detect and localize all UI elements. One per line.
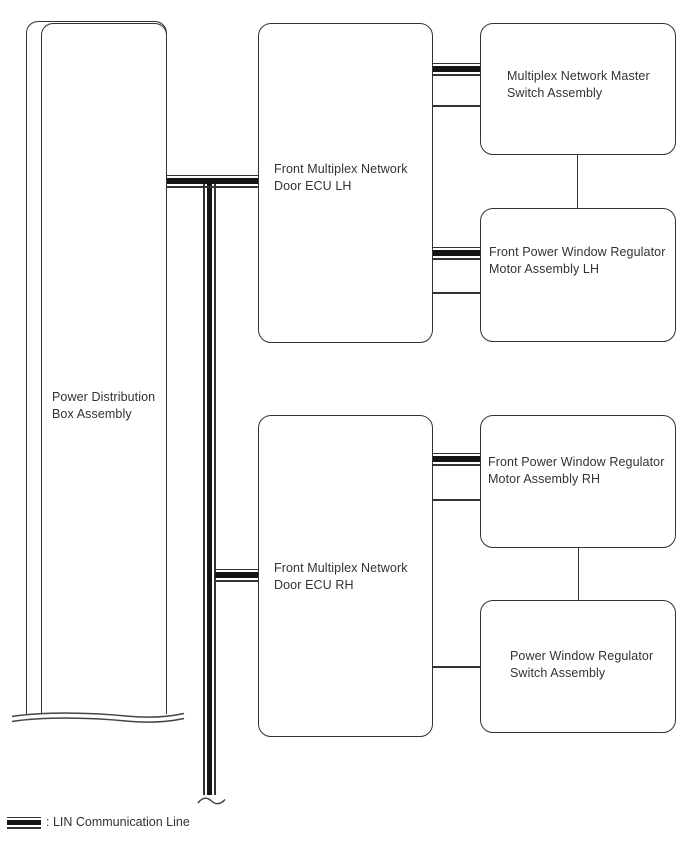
label-line: Front Power Window Regulator: [488, 455, 665, 469]
label-line: Front Multiplex Network: [274, 162, 408, 176]
node-power-distribution-box-assembly: [41, 23, 167, 714]
label-line: Power Window Regulator: [510, 649, 654, 663]
lin-line-ecu-rh-to-motor-rh: [433, 453, 480, 466]
power-box-break-squiggle-icon: [12, 718, 184, 722]
wire-ecu-lh-to-motor-lh: [433, 292, 480, 294]
wire-motor-rh-to-switch-assembly: [578, 548, 580, 600]
lin-line-ecu-lh-to-master-switch: [433, 63, 480, 76]
label-line: Switch Assembly: [510, 665, 606, 680]
legend-lin-line-symbol-icon: [7, 817, 41, 830]
label-line: Box Assembly: [52, 406, 132, 421]
wire-ecu-lh-to-master-switch: [433, 105, 480, 107]
lin-line-ecu-lh-to-motor-lh: [433, 247, 480, 260]
label-line: Motor Assembly LH: [489, 261, 600, 276]
label-power-window-regulator-switch-assembly: [510, 648, 653, 681]
label-front-power-window-regulator-motor-assembly-lh: [489, 244, 665, 277]
legend-label: : LIN Communication Line: [46, 814, 190, 829]
label-line: Front Power Window Regulator: [489, 245, 666, 259]
lin-trunk-vertical-line: [203, 178, 216, 795]
label-line: Motor Assembly RH: [488, 471, 601, 486]
label-line: Multiplex Network Master: [507, 69, 650, 83]
lin-line-trunk-to-ecu-rh: [215, 569, 259, 582]
wire-master-switch-to-motor-lh: [577, 155, 579, 208]
lin-line-powerbox-to-ecu-lh: [167, 175, 258, 188]
label-line: Door ECU RH: [274, 577, 354, 592]
label-line: Door ECU LH: [274, 178, 352, 193]
label-line: Front Multiplex Network: [274, 561, 408, 575]
trunk-continuation-squiggle-icon: [198, 798, 225, 803]
label-multiplex-network-master-switch-assembly: [507, 68, 650, 101]
label-front-multiplex-network-door-ecu-rh: [274, 560, 408, 593]
label-front-power-window-regulator-motor-assembly-rh: [488, 454, 664, 487]
label-front-multiplex-network-door-ecu-lh: [274, 161, 408, 194]
wire-ecu-rh-to-motor-rh: [433, 499, 480, 501]
label-line: Power Distribution: [52, 390, 156, 404]
label-line: Switch Assembly: [507, 85, 603, 100]
wire-ecu-rh-to-switch-assembly: [433, 666, 480, 668]
label-power-distribution-box-assembly: [52, 389, 155, 422]
